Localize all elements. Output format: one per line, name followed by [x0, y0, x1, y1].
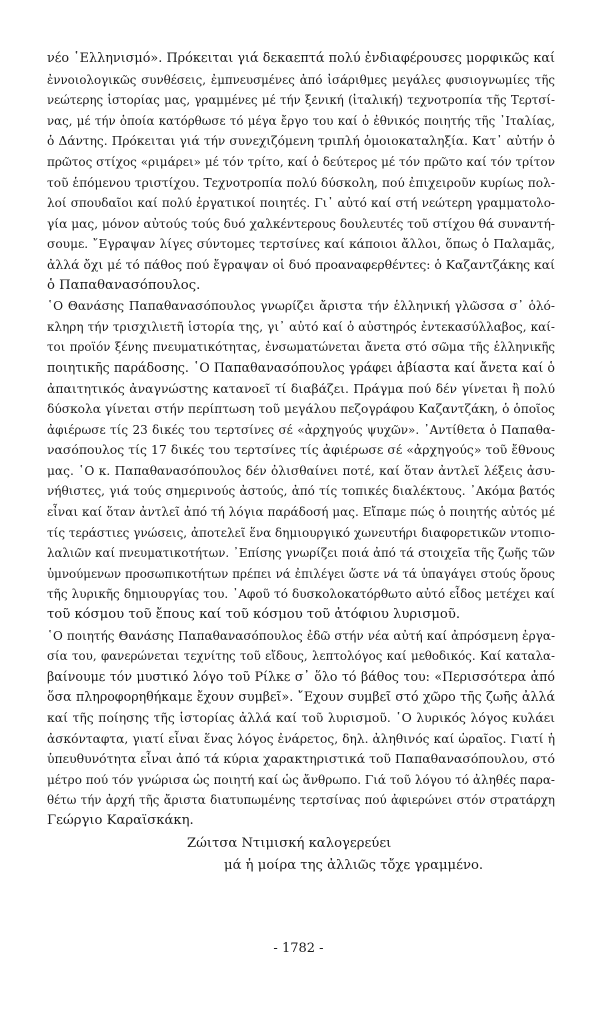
text-line: λοί σπουδαῖοι καί πολύ ἐργατικοί ποιητές. Γι᾽ αὐτό καί στή νεώτερη γραμματολο- [47, 196, 555, 211]
text-line: ὅσα πληροφορηθήκαμε ἔχουν συμβεῖ». ῎Εχουν συμβεῖ στό χῶρο τῆς ζωῆς ἀλλά [47, 689, 555, 705]
text-line: μας. ῾Ο κ. Παπαθανασόπουλος δέν ὀλισθαίνει ποτέ, καί ὅταν ἀντλεῖ λέξεις ἀσυ- [47, 463, 555, 478]
text-line: νήθιστες, γιά τούς σημερινούς ἀστούς, ἀπό τίς τοπικές διαλέκτους. ᾽Ακόμα βατός [47, 484, 555, 499]
paragraph [47, 296, 555, 626]
text-line: ῾Ο ποιητής Θανάσης Παπαθανασόπουλος ἐδῶ στήν νέα αὐτή καί ἀπρόσμενη ἐργα- [47, 628, 555, 643]
text-line: λαλιῶν καί πνευματικοτήτων. ᾽Επίσης γνωρίζει ποιά ἀπό τά στοιχεῖα τῆς ζωῆς τῶν [47, 546, 555, 561]
text-line: καί τῆς ποίησης τῆς ἱστορίας ἀλλά καί τοῦ λυρισμοῦ. ῾Ο λυρικός λόγος κυλάει [47, 710, 555, 725]
text-line: τοῦ κόσμου τοῦ ἔπους καί τοῦ κόσμου τοῦ ἀτόφιου λυρισμοῦ. [47, 607, 461, 623]
text-line: ποιητικῆς παράδοσης. ῾Ο Παπαθανασόπουλος γράφει ἀβίαστα καί ἄνετα καί ὁ [47, 359, 555, 375]
text-line: τίς τεράστιες γνώσεις, ἀποτελεῖ ἕνα δημιουργικό χωνευτήρι διαφορετικῶν ντοπιο- [47, 525, 555, 540]
verse-line: μά ἡ μοίρα της ἀλλιῶς τὄχε γραμμένο. [224, 857, 484, 873]
text-line: ὑμνούμενων προσωπικοτήτων πρέπει νά ἐπιλέγει ὥστε νά τά ὑπαγάγει στούς ὅρους [47, 566, 555, 581]
paragraph [47, 49, 555, 296]
text-line: σουμε. ῎Εγραψαν λίγες σύντομες τερτσίνες καί κάποιοι ἄλλοι, ὅπως ὁ Παλαμᾶς, [47, 237, 555, 252]
text-line: πρῶτος στίχος «ριμάρει» μέ τόν τρίτο, καί ὁ δεύτερος μέ τόν πρῶτο καί τόν τρίτον [47, 154, 555, 169]
text-line: ὁ Δάντης. Πρόκειται γιά τήν συνεχιζόμενη τριπλή ὁμοιοκαταληξία. Κατ᾽ αὐτήν ὁ [47, 134, 555, 149]
page-number: - 1782 - [273, 941, 324, 956]
text-line: ἐννοιολογικῶς συνθέσεις, ἐμπνευσμένες ἀπό ἰσάριθμες μεγάλες φυσιογνωμίες τῆς [47, 72, 555, 87]
text-line: μέτρο πού τόν γνώρισα ὡς ποιητή καί ὡς ἄνθρωπο. Γιά τοῦ λόγου τό ἀληθές παρα- [47, 772, 555, 787]
text-line: νεώτερης ἱστορίας μας, γραμμένες μέ τήν ξενική (ἰταλική) τεχνοτροπία τῆς Τερτσί- [47, 93, 555, 108]
text-line: ὑπευθυνότητα εἶναι ἀπό τά κύρια χαρακτηριστικά τοῦ Παπαθανασόπουλου, στό [47, 751, 555, 767]
verse-quote [47, 834, 555, 878]
text-line: ἀπαιτητικός ἀναγνώστης κατανοεῖ τί διαβάζει. Πράγμα πού δέν γίνεται ἢ πολύ [47, 380, 555, 396]
text-line: νασόπουλος τίς 17 δικές του τερτσίνες τίς ἀφιέρωσε σέ «ἀρχηγούς» τοῦ ἔθνους [47, 442, 555, 458]
paragraph [47, 626, 555, 832]
verse-line: Ζώιτσα Ντιμισκή καλογερεύει [187, 835, 392, 851]
text-line: νας, μέ τήν ὁποία κατόρθωσε τό μέγα ἔργο του καί ὁ ἐθνικός ποιητής τῆς ᾽Ιταλίας, [47, 113, 555, 128]
text-line: ἀλλά ὄχι μέ τό πάθος πού ἔγραψαν οἱ δυό προαναφερθέντες: ὁ Καζαντζάκης καί [47, 256, 555, 272]
text-line: εἶναι καί ὅταν ἀντλεῖ ἀπό τή λόγια παράδοσή μας. Εἴπαμε πώς ὁ ποιητής αὐτός μέ [47, 505, 555, 520]
text-line: νέο ῾Ελληνισμό». Πρόκειται γιά δεκαεπτά πολύ ἐνδιαφέρουσες μορφικῶς καί [47, 51, 555, 66]
text-line: ὁ Παπαθανασόπουλος. [47, 277, 201, 293]
text-line: τοῦ ἑπόμενου τριστίχου. Τεχνοτροπία πολύ δύσκολη, πού ἐπιχειροῦν κυρίως πολ- [47, 175, 555, 190]
text-line: θέτω τήν ἀρχή τῆς ἄριστα διατυπωμένης τερτσίνας πού ἀφιερώνει στόν στρατάρχη [47, 793, 555, 808]
text-line: σία του, φανερώνεται τεχνίτης τοῦ εἴδους, λεπτολόγος καί μεθοδικός. Καί καταλα- [47, 649, 555, 664]
text-line: δύσκολα γίνεται στήν περίπτωση τοῦ μεγάλου πεζογράφου Καζαντζάκη, ὁ ὁποῖος [47, 402, 555, 417]
text-line: ἀσκόνταφτα, γιατί εἶναι ἕνας λόγος ἐνάρετος, δηλ. ἀληθινός καί ὡραῖος. Γιατί ἡ [47, 731, 555, 746]
text-line: Γεώργιο Καραϊσκάκη. [47, 812, 194, 828]
page-body [47, 49, 555, 878]
text-line: γία μας, μόνον αὐτούς τούς δυό χαλκέντερους δουλευτές τοῦ στίχου θά συναντή- [47, 216, 555, 231]
text-line: τῆς λυρικῆς δημιουργίας του. ᾽Αφοῦ τό δυσκολοκατόρθωτο αὐτό εἶδος μετέχει καί [47, 587, 555, 602]
text-line: ἀφιέρωσε τίς 23 δικές του τερτσίνες σέ «ἀρχηγούς ψυχῶν». ᾽Αντίθετα ὁ Παπαθα- [47, 422, 555, 437]
text-line: τοι προϊόν ξένης πνευματικότητας, ἐνσωματώνεται ἄνετα στό σῶμα τῆς ἑλληνικῆς [47, 340, 555, 355]
text-line: ῾Ο Θανάσης Παπαθανασόπουλος γνωρίζει ἄριστα τήν ἑλληνική γλῶσσα σ᾽ ὁλό- [47, 299, 555, 314]
text-line: κληρη τήν τρισχιλιετῆ ἱστορία της, γι᾽ αὐτό καί ὁ αὐστηρός ἐντεκασύλλαβος, καί- [47, 319, 555, 334]
text-line: βαίνουμε τόν μυστικό λόγο τοῦ Ρίλκε σ᾽ ὅλο τό βάθος του: «Περισσότερα ἀπό [47, 668, 555, 684]
